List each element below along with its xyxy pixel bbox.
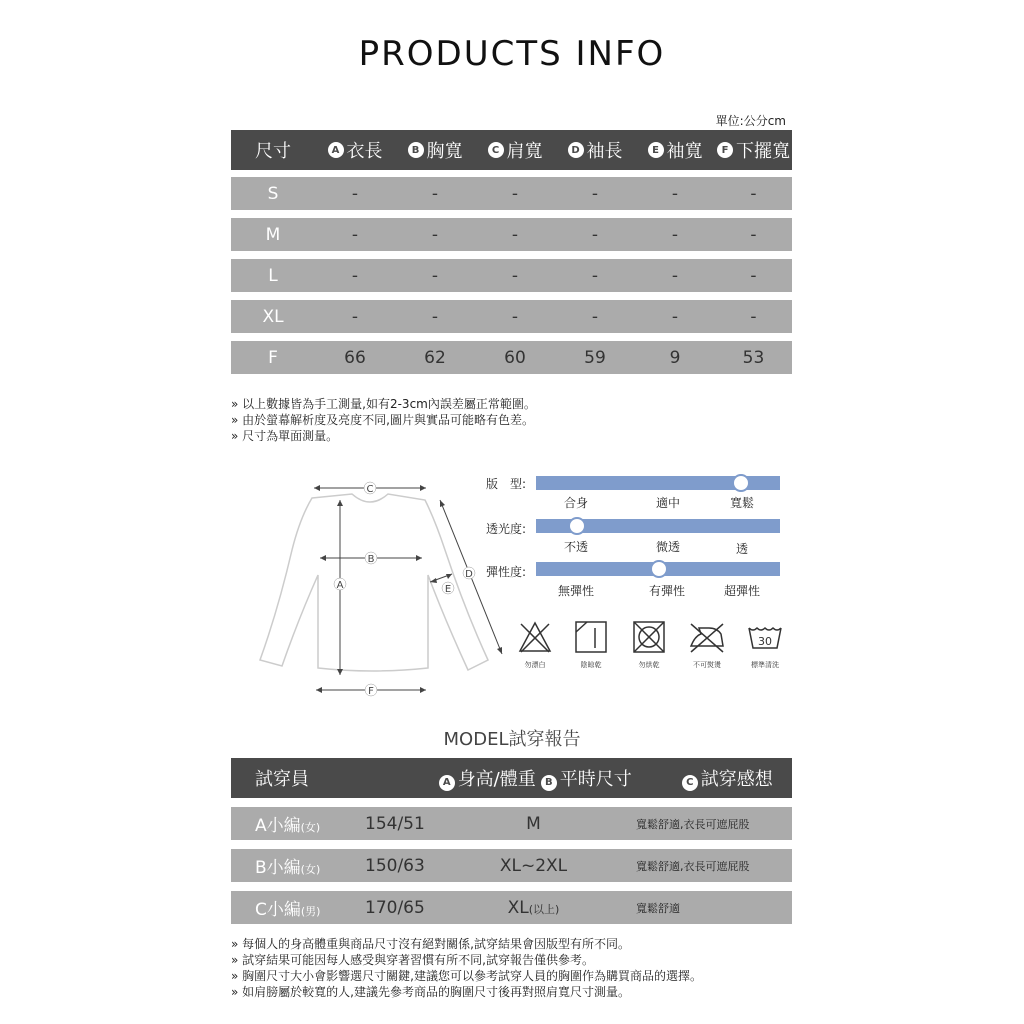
care-label: 勿烘乾	[638, 661, 660, 669]
tester-gender: (女)	[300, 821, 321, 834]
size-value: 62	[424, 347, 446, 368]
header-label: 袖長	[586, 141, 623, 162]
label-b: B	[367, 554, 375, 565]
size-label: S	[267, 183, 279, 204]
unit-label: 單位:公分cm	[715, 114, 786, 128]
size-row	[231, 218, 792, 251]
model-row	[231, 807, 792, 840]
note-line: » 如肩膀屬於較寬的人,建議先參考商品的胸圍尺寸後再對照肩寬尺寸測量。	[231, 985, 630, 999]
size-value: 9	[669, 347, 681, 368]
attr-label: 彈性度:	[486, 565, 527, 579]
tester-gender: (男)	[300, 905, 321, 918]
tester-size	[461, 814, 606, 834]
care-no-bleach	[510, 620, 560, 670]
header-sleeve-length	[555, 137, 635, 163]
size-value: -	[511, 306, 519, 327]
header-sleeve-width	[635, 137, 715, 163]
badge-b: B	[408, 142, 424, 158]
header-length	[315, 137, 395, 163]
note-line: » 每個人的身高體重與商品尺寸沒有絕對關係,試穿結果會因版型有所不同。	[231, 937, 630, 951]
attr-tick: 合身	[564, 496, 589, 510]
size-label: XL	[262, 306, 284, 327]
size-value: -	[591, 306, 599, 327]
size-value: -	[351, 306, 359, 327]
badge-c: C	[682, 775, 698, 791]
care-wash-30	[740, 620, 790, 670]
size-value: -	[591, 183, 599, 204]
header-label: 肩寬	[506, 141, 543, 162]
size-row	[231, 177, 792, 210]
size-value: -	[671, 265, 679, 286]
attr-tick: 適中	[656, 496, 681, 510]
badge-f: F	[717, 142, 733, 158]
size-value: 59	[584, 347, 606, 368]
shade-dry-icon	[573, 620, 609, 654]
attr-tick: 寬鬆	[730, 496, 755, 510]
model-row	[231, 891, 792, 924]
size-value: -	[351, 183, 359, 204]
size-row	[231, 341, 792, 374]
label-c: C	[366, 484, 374, 495]
size-value: 60	[504, 347, 526, 368]
wash-temp: 30	[758, 635, 772, 648]
fit-knob	[732, 474, 750, 492]
tester-feedback: 寬鬆舒適,衣長可遮屁股	[636, 859, 750, 873]
tester-height-weight: 150/63	[365, 855, 425, 876]
elasticity-knob	[650, 560, 668, 578]
note-line: » 試穿結果可能因每人感受與穿著習慣有所不同,試穿報告僅供參考。	[231, 953, 594, 967]
no-tumble-dry-icon	[631, 620, 667, 654]
badge-e: E	[648, 142, 664, 158]
fitting-notes	[231, 936, 702, 1000]
attr-tick: 無彈性	[558, 584, 595, 598]
tester-feedback: 寬鬆舒適,衣長可遮屁股	[636, 817, 750, 831]
note-line: » 以上數據皆為手工測量,如有2-3cm內誤差屬正常範圍。	[231, 397, 536, 411]
tester-height-weight: 170/65	[365, 897, 425, 918]
header-label: 下擺寬	[736, 141, 790, 162]
size-row	[231, 300, 792, 333]
tester-name-text: A小編	[255, 816, 301, 836]
model-table-header	[231, 758, 792, 798]
size-value: -	[431, 265, 439, 286]
size-value: -	[431, 183, 439, 204]
size-value: -	[511, 183, 519, 204]
size-label: L	[268, 265, 278, 286]
attr-tick: 不透	[564, 540, 589, 554]
label-d: D	[465, 569, 473, 580]
badge-a: A	[439, 775, 455, 791]
tester-size-text: XL	[507, 897, 529, 918]
size-value: -	[671, 183, 679, 204]
opacity-knob	[568, 517, 586, 535]
size-table	[231, 130, 792, 374]
size-value: -	[511, 265, 519, 286]
header-size	[231, 137, 315, 163]
care-label: 陰晾乾	[580, 661, 602, 669]
size-value: -	[511, 224, 519, 245]
size-value: -	[351, 265, 359, 286]
attr-tick: 透	[736, 542, 749, 556]
attr-label: 透光度:	[486, 522, 527, 536]
care-no-tumble	[624, 620, 674, 670]
header-height-weight	[325, 765, 541, 791]
no-bleach-icon	[517, 620, 553, 654]
header-label: 平時尺寸	[559, 769, 632, 790]
size-value: -	[591, 224, 599, 245]
size-value: -	[750, 306, 757, 327]
tester-size-text: XL~2XL	[499, 855, 568, 876]
note-line: » 尺寸為單面測量。	[231, 429, 339, 443]
header-label: 胸寬	[426, 141, 463, 162]
size-value: -	[431, 224, 439, 245]
garment-diagram	[240, 470, 510, 700]
size-value: -	[591, 265, 599, 286]
note-line: » 胸圍尺寸大小會影響選尺寸關鍵,建議您可以參考試穿人員的胸圍作為購買商品的選擇。	[231, 969, 702, 983]
attr-tick: 有彈性	[649, 584, 686, 598]
tester-size-note: (以上)	[528, 902, 560, 916]
care-no-iron	[682, 620, 732, 670]
badge-c: C	[488, 142, 504, 158]
header-label: 身高/體重	[457, 769, 536, 790]
label-e: E	[444, 584, 452, 595]
size-value: 66	[344, 347, 366, 368]
measurement-notes	[231, 396, 536, 444]
wash-30-icon	[745, 620, 785, 654]
tester-name	[231, 811, 341, 836]
size-value: -	[671, 224, 679, 245]
label-a: A	[336, 580, 344, 591]
tester-size	[461, 898, 606, 918]
size-label: M	[265, 224, 281, 245]
tester-name-text: B小編	[255, 858, 301, 878]
tester-size-text: M	[526, 813, 541, 834]
tester-feedback: 寬鬆舒適	[636, 901, 680, 915]
tester-height-weight: 154/51	[365, 813, 425, 834]
size-table-header	[231, 130, 792, 170]
header-label: 袖寬	[666, 141, 703, 162]
size-value: -	[750, 265, 757, 286]
page-title: PRODUCTS INFO	[358, 34, 666, 74]
header-chest	[395, 137, 475, 163]
header-shoulder	[475, 137, 555, 163]
care-label: 不可熨燙	[693, 661, 721, 669]
header-hem	[715, 137, 792, 163]
header-feedback	[632, 765, 792, 791]
care-instructions	[510, 620, 790, 670]
size-value: -	[351, 224, 359, 245]
care-label: 勿漂白	[524, 661, 546, 669]
tester-gender: (女)	[300, 863, 321, 876]
model-row	[231, 849, 792, 882]
header-label: 試穿感想	[700, 769, 773, 790]
header-usual-size	[541, 765, 632, 791]
size-row	[231, 259, 792, 292]
badge-d: D	[568, 142, 584, 158]
tester-name	[231, 853, 341, 878]
size-value: -	[750, 224, 757, 245]
size-value: 53	[742, 347, 765, 368]
attr-tick: 超彈性	[724, 584, 761, 598]
header-label: 衣長	[346, 141, 383, 162]
tester-name	[231, 895, 341, 920]
header-label: 尺寸	[255, 141, 291, 162]
tester-name-text: C小編	[255, 900, 301, 920]
badge-b: B	[541, 775, 557, 791]
header-label: 試穿員	[255, 769, 309, 790]
label-f: F	[368, 686, 374, 697]
attr-tick: 微透	[656, 540, 681, 554]
care-label: 標準清洗	[751, 661, 779, 669]
care-shade-dry	[566, 620, 616, 670]
header-tester	[231, 765, 325, 791]
size-label: F	[268, 347, 278, 368]
attr-label: 版 型:	[486, 477, 527, 491]
note-line: » 由於螢幕解析度及亮度不同,圖片與實品可能略有色差。	[231, 413, 534, 427]
model-report-title: MODEL試穿報告	[443, 729, 581, 750]
tester-size	[461, 856, 606, 876]
size-value: -	[750, 183, 757, 204]
size-value: -	[671, 306, 679, 327]
badge-a: A	[328, 142, 344, 158]
model-table	[231, 758, 792, 924]
size-value: -	[431, 306, 439, 327]
no-iron-icon	[687, 620, 727, 654]
